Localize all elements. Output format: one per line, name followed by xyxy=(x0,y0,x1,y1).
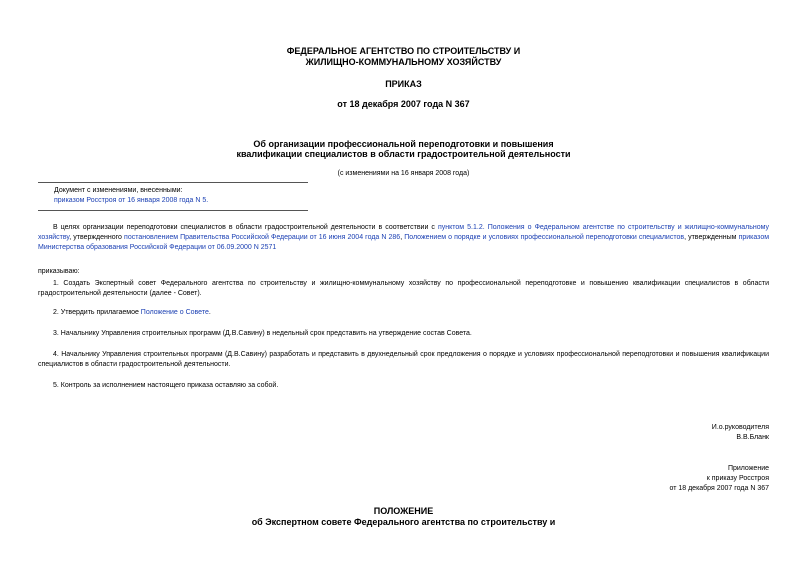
order-item-2-text: 2. Утвердить прилагаемое xyxy=(53,309,141,316)
order-item-2 xyxy=(38,308,769,318)
agency-name-line2: ЖИЛИЩНО-КОММУНАЛЬНОМУ ХОЗЯЙСТВУ xyxy=(305,57,502,67)
doc-type: ПРИКАЗ xyxy=(385,79,422,89)
changes-block xyxy=(54,196,208,206)
order-item-1: 1. Создать Экспертный совет Федерального агентства по строительству и жилищно-коммунальному хозяйству по профессиональной переподготовке и повышению квалификации специалистов в области градостроительной деятельности (далее - Совет). xyxy=(38,280,769,297)
order-item-2-end: . xyxy=(208,309,211,316)
appendix-line1: Приложение xyxy=(727,465,769,472)
changes-bottom-divider xyxy=(38,210,308,211)
link-ministry-order[interactable]: приказом Министерства образования Российской Федерации от 06.09.2000 N 2571 xyxy=(38,234,770,251)
order-item-5: 5. Контроль за исполнением настоящего приказа оставляю за собой. xyxy=(53,382,279,389)
preamble-text-4: , утвержденным xyxy=(684,234,739,241)
preamble-text-1: В целях организации переподготовки специалистов в области градостроительной деятельности в соответствии с xyxy=(53,224,438,231)
preamble-text-3: , xyxy=(400,234,405,241)
revision-note: (с изменениями на 16 января 2008 года) xyxy=(337,170,470,177)
signature-position: И.о.руководителя xyxy=(711,424,769,431)
preamble-paragraph xyxy=(38,223,769,253)
agency-name-line1: ФЕДЕРАЛЬНОЕ АГЕНТСТВО ПО СТРОИТЕЛЬСТВУ И xyxy=(286,46,521,56)
order-word: приказываю: xyxy=(38,268,80,275)
doc-title-line1: Об организации профессиональной переподготовки и повышения xyxy=(253,139,554,149)
appendix-line3: от 18 декабря 2007 года N 367 xyxy=(669,485,769,492)
link-government-decree[interactable]: постановлением Правительства Российской Федерации от 16 июня 2004 года N 286 xyxy=(124,234,401,241)
changes-top-divider xyxy=(38,182,308,183)
order-item-4: 4. Начальнику Управления строительных программ (Д.В.Савину) разработать и представить в двухнедельный срок предложения о порядке и условиях профессиональной переподготовки и повышения квалификации специалистов в области градостроительной деятельности. xyxy=(38,351,769,368)
link-clause-512[interactable]: пунктом 5.1.2. Положения о Федеральном агентстве по строительству и жилищно-коммунальному хозяйству xyxy=(38,224,769,241)
changes-label: Документ с изменениями, внесенными: xyxy=(54,187,183,194)
doc-title-line2: квалификации специалистов в области градостроительной деятельности xyxy=(236,149,571,159)
link-council-regulation[interactable]: Положение о Совете xyxy=(140,309,209,316)
changes-link[interactable]: приказом Росстроя от 16 января 2008 года N 5. xyxy=(54,197,209,204)
preamble-text-2: , утвержденного xyxy=(69,234,125,241)
link-retraining-regulation[interactable]: Положением о порядке и условиях профессиональной переподготовки специалистов xyxy=(404,234,685,241)
appendix-line2: к приказу Росстроя xyxy=(706,475,769,482)
regulation-subtitle: об Экспертном совете Федерального агентства по строительству и xyxy=(251,517,556,527)
doc-date: от 18 декабря 2007 года N 367 xyxy=(337,99,470,109)
regulation-title: ПОЛОЖЕНИЕ xyxy=(373,506,434,516)
signature-name: В.В.Бланк xyxy=(736,434,769,441)
order-item-3: 3. Начальнику Управления строительных программ (Д.В.Савину) в недельный срок представить на утверждение состав Совета. xyxy=(53,330,472,337)
